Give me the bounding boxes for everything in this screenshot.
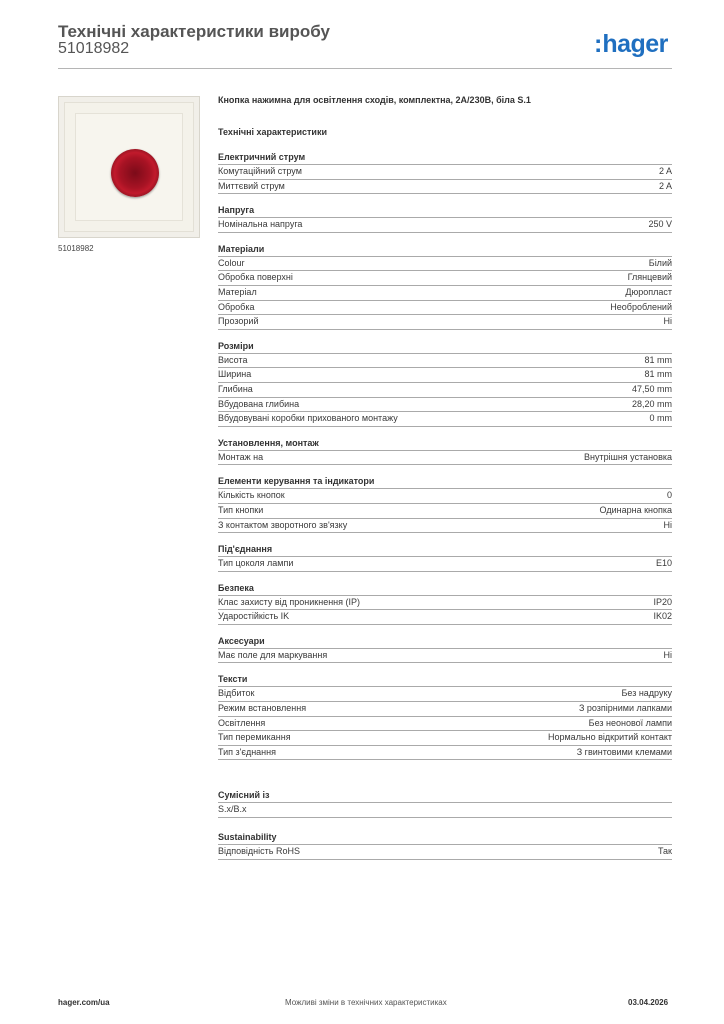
spec-label: Обробка поверхні bbox=[218, 272, 293, 283]
spec-group-title: Електричний струм bbox=[218, 152, 672, 165]
spec-value: 0 mm bbox=[649, 413, 672, 424]
spec-value: 0 bbox=[666, 490, 672, 501]
sustainability-label: Відповідність RoHS bbox=[218, 846, 300, 857]
spec-row bbox=[218, 368, 672, 383]
spec-row bbox=[218, 451, 672, 466]
spec-row bbox=[218, 731, 672, 746]
spec-row bbox=[218, 354, 672, 369]
spec-label: Комутаційний струм bbox=[218, 166, 302, 176]
spec-value: З гвинтовими клемами bbox=[576, 746, 672, 757]
footer-note: Можливі зміни в технічних характеристиках bbox=[285, 998, 447, 1007]
spec-group bbox=[218, 438, 672, 466]
spec-label: Тип цоколя лампи bbox=[218, 558, 294, 569]
tech-heading: Технічні характеристики bbox=[218, 127, 327, 137]
spec-value: E10 bbox=[655, 558, 672, 569]
spec-label: Матеріал bbox=[218, 286, 257, 297]
spec-row bbox=[218, 504, 672, 519]
spec-label: Прозорий bbox=[218, 316, 259, 327]
spec-value: Одинарна кнопка bbox=[599, 504, 672, 515]
spec-label: Обробка bbox=[218, 301, 255, 312]
page-title: Технічні характеристики виробу bbox=[58, 22, 330, 41]
spec-row bbox=[218, 557, 672, 572]
spec-label: Тип з'єднання bbox=[218, 746, 276, 757]
spec-groups bbox=[218, 152, 672, 760]
spec-label: Вбудовувані коробки прихованого монтажу bbox=[218, 413, 398, 424]
spec-group-title: Елементи керування та індикатори bbox=[218, 476, 672, 489]
article-number: 51018982 bbox=[58, 40, 130, 57]
spec-group-title: Розміри bbox=[218, 341, 672, 354]
spec-group-title: Напруга bbox=[218, 205, 672, 218]
spec-value: 81 mm bbox=[644, 369, 672, 380]
spec-value: Нормально відкритий контакт bbox=[547, 732, 672, 743]
red-lamp-button bbox=[111, 149, 159, 197]
compatible-row bbox=[218, 803, 672, 818]
spec-value: Внутрішня установка bbox=[584, 451, 672, 462]
logo-dots: : bbox=[594, 30, 603, 58]
compatible-title: Сумісний із bbox=[218, 790, 672, 803]
spec-group bbox=[218, 244, 672, 330]
spec-label: Кількість кнопок bbox=[218, 490, 285, 501]
spec-row bbox=[218, 271, 672, 286]
spec-value: Без неонової лампи bbox=[588, 717, 672, 728]
spec-content bbox=[218, 95, 672, 871]
spec-row bbox=[218, 489, 672, 504]
product-title: Кнопка нажимна для освітлення сходів, комплектна, 2A/230В, біла S.1 bbox=[218, 95, 531, 105]
footer-date: 03.04.2026 bbox=[628, 998, 669, 1007]
spec-row bbox=[218, 286, 672, 301]
spec-label: Має поле для маркування bbox=[218, 649, 328, 660]
spec-group-title: Аксесуари bbox=[218, 636, 672, 649]
spec-value: Білий bbox=[648, 257, 672, 268]
spec-group bbox=[218, 205, 672, 233]
spec-group bbox=[218, 152, 672, 194]
spec-row bbox=[218, 649, 672, 664]
sustainability-group bbox=[218, 832, 672, 860]
sustainability-title: Sustainability bbox=[218, 832, 672, 845]
spec-value: 250 V bbox=[648, 219, 672, 230]
spec-row bbox=[218, 180, 672, 195]
spec-label: Тип перемикання bbox=[218, 732, 291, 743]
spec-row bbox=[218, 301, 672, 316]
spec-row bbox=[218, 687, 672, 702]
spec-row bbox=[218, 218, 672, 233]
spec-group bbox=[218, 674, 672, 760]
product-image bbox=[58, 96, 200, 238]
spec-value: 2 A bbox=[658, 180, 672, 191]
spec-label: Монтаж на bbox=[218, 451, 264, 462]
spec-label: Клас захисту від проникнення (IP) bbox=[218, 596, 361, 607]
spec-value: З розпірними лапками bbox=[578, 703, 672, 714]
spec-label: Тип кнопки bbox=[218, 504, 264, 515]
logo-text: hager bbox=[602, 30, 668, 58]
spec-row bbox=[218, 383, 672, 398]
spec-group bbox=[218, 636, 672, 664]
spec-group-title: Матеріали bbox=[218, 244, 672, 257]
spec-value: Ні bbox=[663, 649, 672, 660]
spec-value: 47,50 mm bbox=[631, 383, 672, 394]
sustainability-value: Так bbox=[657, 846, 672, 857]
spec-row bbox=[218, 398, 672, 413]
spec-value: 28,20 mm bbox=[631, 398, 672, 409]
spec-label: Відбиток bbox=[218, 688, 255, 699]
image-caption: 51018982 bbox=[58, 244, 94, 253]
spec-label: Миттєвий струм bbox=[218, 180, 285, 191]
spec-value: Без надруку bbox=[621, 688, 672, 699]
spec-row bbox=[218, 165, 672, 180]
spec-group-title: Установлення, монтаж bbox=[218, 438, 672, 451]
spec-label: Вбудована глибина bbox=[218, 398, 300, 409]
spec-row bbox=[218, 412, 672, 427]
spec-value: Дюропласт bbox=[625, 286, 672, 297]
spec-value: IP20 bbox=[653, 596, 672, 607]
hager-logo bbox=[594, 30, 668, 59]
cover-plate bbox=[64, 102, 194, 232]
spec-value: Ні bbox=[663, 519, 672, 530]
compatible-group bbox=[218, 790, 672, 818]
spec-value: IK02 bbox=[653, 611, 672, 622]
spec-value: Необроблений bbox=[610, 301, 672, 312]
spec-group bbox=[218, 544, 672, 572]
spec-label: Режим встановлення bbox=[218, 703, 307, 714]
spec-label: З контактом зворотного зв'язку bbox=[218, 519, 348, 530]
spec-group bbox=[218, 583, 672, 625]
spec-label: Висота bbox=[218, 354, 248, 365]
spec-label: Colour bbox=[218, 257, 245, 268]
spec-group bbox=[218, 476, 672, 533]
spec-row bbox=[218, 746, 672, 761]
spec-row bbox=[218, 315, 672, 330]
spec-label: Ширина bbox=[218, 369, 252, 380]
spec-row bbox=[218, 519, 672, 534]
spec-row bbox=[218, 257, 672, 272]
spec-row bbox=[218, 610, 672, 625]
sustainability-row bbox=[218, 845, 672, 860]
footer-website: hager.com/ua bbox=[58, 998, 110, 1007]
spec-label: Ударостійкість IK bbox=[218, 611, 290, 622]
header-divider bbox=[58, 68, 672, 69]
spec-group bbox=[218, 341, 672, 427]
spec-value: Глянцевий bbox=[627, 272, 672, 283]
spec-value: Ні bbox=[663, 316, 672, 327]
spec-value: 81 mm bbox=[644, 354, 672, 365]
spec-label: Глибина bbox=[218, 383, 253, 394]
spec-row bbox=[218, 702, 672, 717]
spec-row bbox=[218, 596, 672, 611]
spec-label: Освітлення bbox=[218, 717, 266, 728]
spec-group-title: Під'єднання bbox=[218, 544, 672, 557]
spec-row bbox=[218, 717, 672, 732]
spec-group-title: Тексти bbox=[218, 674, 672, 687]
spec-label: Номінальна напруга bbox=[218, 219, 303, 230]
spec-value: 2 A bbox=[658, 166, 672, 176]
compatible-value: S.x/B.x bbox=[218, 804, 247, 815]
spec-group-title: Безпека bbox=[218, 583, 672, 596]
